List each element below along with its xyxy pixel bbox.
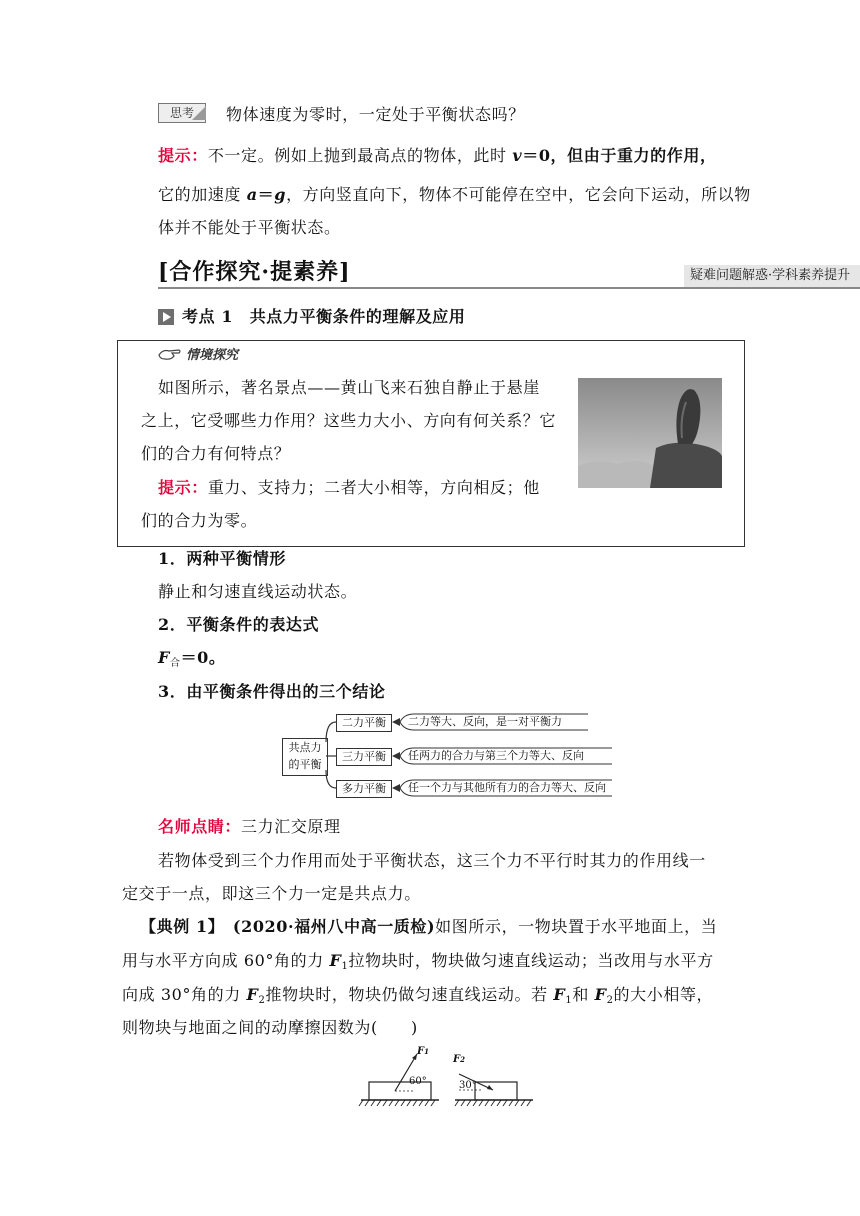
scenario-line-1: 如图所示，著名景点——黄山飞来石独自静止于悬崖	[158, 378, 540, 397]
subscript: 2	[606, 995, 614, 1006]
diagram-branch-desc: 任一个力与其他所有力的合力等大、反向	[408, 781, 606, 794]
f2-subscript: 2	[460, 1055, 465, 1064]
think-question: 物体速度为零时，一定处于平衡状态吗？	[226, 105, 525, 124]
subscript: 1	[565, 995, 573, 1006]
formula-rest: ＝0。	[180, 648, 226, 667]
section-tag: 疑难问题解惑·学科素养提升	[684, 265, 860, 287]
hint-text: ，方向竖直向下，物体不可能停在空中，它会向下运动，所以物	[286, 185, 751, 204]
f1-subscript: 1	[424, 1047, 429, 1056]
example-line-1	[140, 916, 717, 938]
example-text: 用与水平方向成 60°角的力	[122, 951, 330, 970]
item-text-1: 静止和匀速直线运动状态。	[158, 582, 358, 601]
f1-label	[417, 1046, 429, 1057]
f2-symbol: F	[453, 1054, 461, 1065]
hand-icon	[158, 346, 182, 365]
example-line-3	[122, 984, 713, 1012]
hint-label: 提示：	[158, 146, 208, 165]
example-text: 向成 30°角的力	[122, 985, 247, 1004]
subscript: 合	[169, 658, 181, 669]
symbol-a: a	[246, 185, 258, 204]
flying-rock-photo	[578, 378, 722, 488]
hint-text: 它的加速度	[158, 185, 247, 204]
symbol-F: F	[158, 648, 170, 667]
subscript: 2	[258, 995, 266, 1006]
example-source: (2020·福州八中高一质检)	[232, 917, 436, 936]
example-label: 【典例 1】	[140, 917, 217, 936]
hint-text: ＝0，但由于重力的作用，	[522, 146, 717, 165]
f1-angle: 60°	[409, 1076, 427, 1087]
teacher-note-label: 名师点睛：	[158, 817, 242, 836]
f2-label	[453, 1054, 465, 1065]
think-tag-corner	[192, 106, 206, 120]
symbol-F1: F	[329, 951, 342, 970]
hint-text: 不一定。例如上抛到最高点的物体，此时	[207, 146, 513, 165]
item-heading-3: 3．由平衡条件得出的三个结论	[158, 682, 386, 701]
symbol-g: g	[274, 185, 287, 204]
f2-angle: 30°	[459, 1080, 477, 1091]
scenario-line-3: 们的合力有何特点？	[141, 444, 291, 463]
scenario-hint-line-1	[158, 477, 540, 499]
hint-text: 重力、支持力；二者大小相等，方向相反；他	[207, 478, 540, 497]
example-line-4: 则物块与地面之间的动摩擦因数为( )	[122, 1018, 418, 1037]
item-heading-2: 2．平衡条件的表达式	[158, 615, 320, 634]
scenario-hint-line-2: 们的合力为零。	[141, 511, 258, 530]
symbol-F2: F	[246, 985, 259, 1004]
diagram-branch-label: 多力平衡	[336, 780, 392, 798]
symbol-F1: F	[553, 985, 566, 1004]
hint-text: ＝	[257, 185, 275, 204]
example-line-2	[122, 950, 714, 978]
diagram-root-line-2: 的平衡	[288, 758, 322, 771]
teacher-note-line-1: 若物体受到三个力作用而处于平衡状态，这三个力不平行时其力的作用线一	[158, 851, 706, 870]
diagram-root	[282, 738, 328, 776]
force-figure-drawing	[355, 1046, 545, 1112]
example-text: 的大小相等，	[613, 985, 714, 1004]
diagram-branch-desc: 任两力的合力与第三个力等大、反向	[408, 749, 584, 762]
think-hint-line-1	[158, 145, 717, 167]
scenario-header: 情境探究	[186, 348, 239, 363]
symbol-v: v	[512, 146, 523, 165]
scenario-line-2: 之上，它受哪些力作用？这些力大小、方向有何关系？它	[141, 411, 557, 430]
example-text: 推物块时，物块仍做匀速直线运动。若	[265, 985, 554, 1004]
symbol-F2: F	[594, 985, 607, 1004]
example-text: 如图所示，一物块置于水平地面上，当	[435, 917, 718, 936]
teacher-note-line-2: 定交于一点，即这三个力一定是共点力。	[122, 884, 421, 903]
item-heading-1: 1．两种平衡情形	[158, 549, 286, 568]
think-hint-line-2	[158, 184, 751, 206]
teacher-note-title: 三力汇交原理	[241, 817, 341, 836]
example-text: 和	[572, 985, 595, 1004]
hint-label: 提示：	[158, 478, 208, 497]
section-title: [合作探究·提素养]	[158, 259, 351, 285]
think-hint-line-3: 体并不能处于平衡状态。	[158, 218, 341, 237]
diagram-branch-desc: 二力等大、反向，是一对平衡力	[408, 715, 562, 728]
diagram-root-line-1: 共点力	[288, 741, 322, 754]
play-marker-icon	[158, 309, 174, 325]
section-divider	[158, 287, 860, 289]
example-text: 拉物块时，物块做匀速直线运动；当改用与水平方	[348, 951, 714, 970]
think-tag-label: 思考	[169, 106, 194, 120]
teacher-note-heading	[158, 816, 341, 838]
point-heading: 考点 1 共点力平衡条件的理解及应用	[182, 307, 466, 326]
diagram-branch-label: 二力平衡	[336, 714, 392, 732]
f1-symbol: F	[417, 1046, 425, 1057]
item-formula	[158, 647, 226, 675]
diagram-branch-label: 三力平衡	[336, 748, 392, 766]
subscript: 1	[341, 961, 349, 972]
